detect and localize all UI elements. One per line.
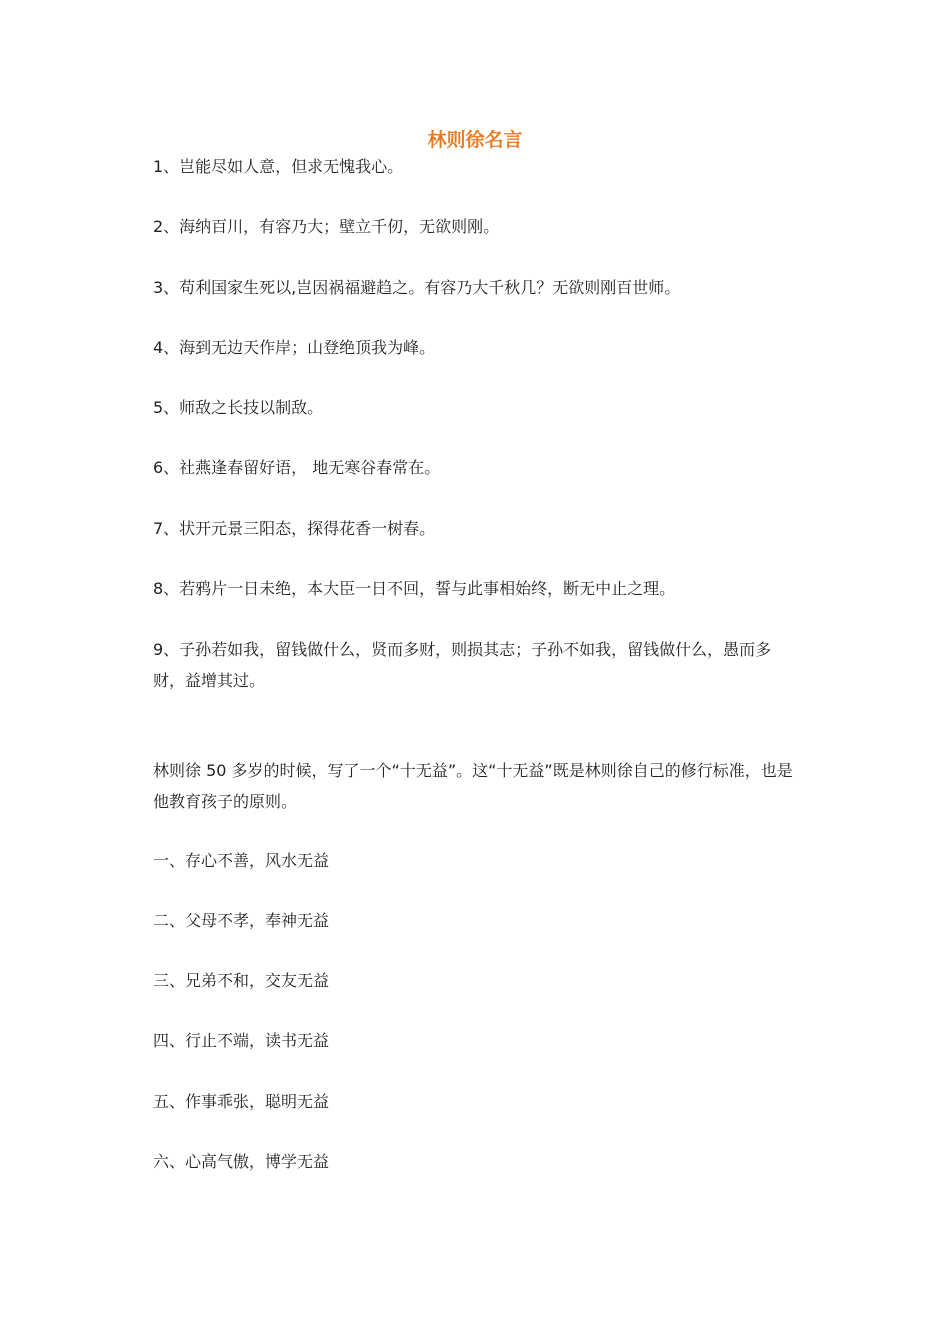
quote-item: 7、状开元景三阳态，探得花香一树春。 <box>153 519 436 538</box>
quote-item: 3、苟利国家生死以,岂因祸福避趋之。有容乃大千秋几？无欲则刚百世师。 <box>153 278 681 297</box>
principle-item: 四、行止不端，读书无益 <box>153 1031 330 1050</box>
principle-item: 五、作事乖张，聪明无益 <box>153 1092 330 1111</box>
principle-item: 一、存心不善，风水无益 <box>153 851 330 870</box>
quote-item: 9、子孙若如我，留钱做什么，贤而多财，则损其志；子孙不如我，留钱做什么，愚而多财，益增其过。 <box>153 640 772 690</box>
principle-item: 六、心高气傲，博学无益 <box>153 1152 330 1171</box>
page-title: 林则徐名言 <box>427 129 523 151</box>
quote-item: 6、社燕逢春留好语， 地无寒谷春常在。 <box>153 458 441 477</box>
intro-paragraph: 林则徐 50 多岁的时候，写了一个“十无益”。这“十无益”既是林则徐自己的修行标准，也是他教育孩子的原则。 <box>153 761 793 811</box>
quote-item: 8、若鸦片一日未绝，本大臣一日不回，誓与此事相始终，断无中止之理。 <box>153 579 676 598</box>
quote-item: 5、师敌之长技以制敌。 <box>153 398 324 417</box>
principle-item: 二、父母不孝，奉神无益 <box>153 911 330 930</box>
principle-item: 三、兄弟不和，交友无益 <box>153 971 330 990</box>
quote-item: 4、海到无边天作岸；山登绝顶我为峰。 <box>153 338 436 357</box>
quote-item: 1、岂能尽如人意，但求无愧我心。 <box>153 157 404 176</box>
quote-item: 2、海纳百川，有容乃大；壁立千仞，无欲则刚。 <box>153 217 500 236</box>
